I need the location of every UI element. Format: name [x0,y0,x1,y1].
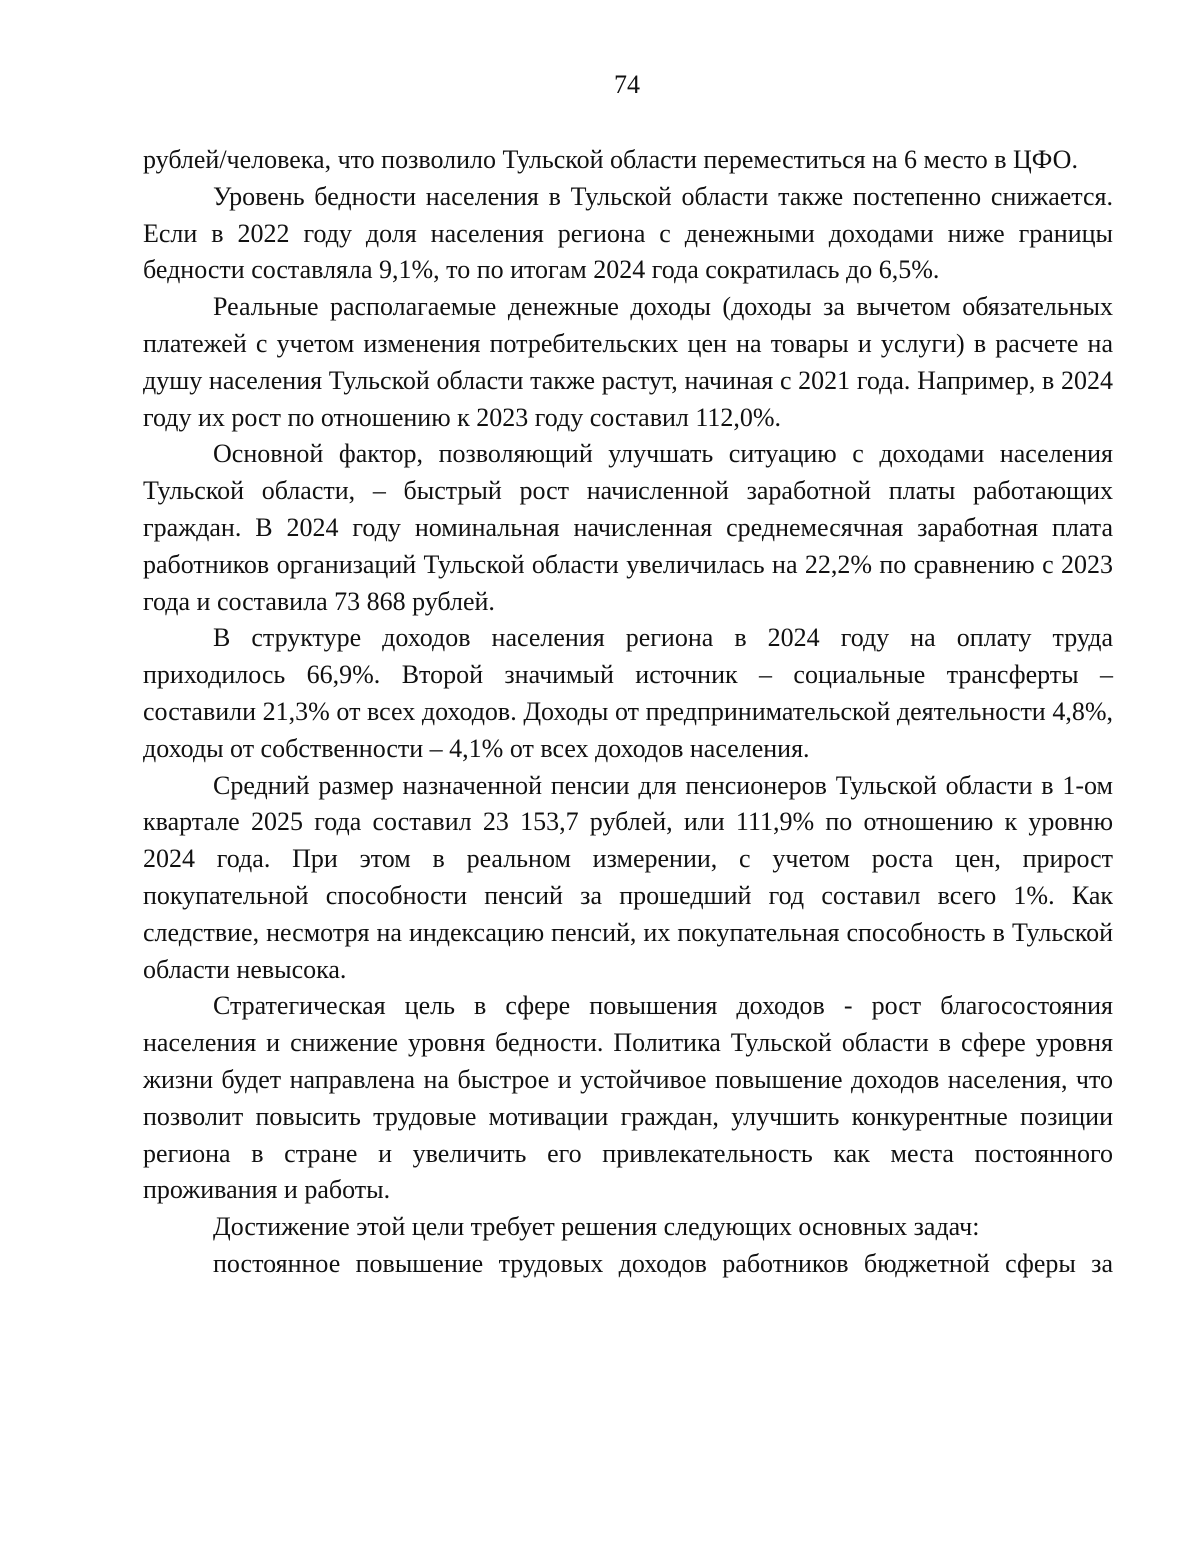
page-number: 74 [614,70,640,99]
paragraph-continuation: рублей/человека, что позволило Тульской области переместиться на 6 место в ЦФО. [143,145,1078,174]
body-text [143,142,1113,1283]
paragraph-task-item: постоянное повышение трудовых доходов работников бюджетной сферы за [213,1248,1113,1278]
paragraph-poverty-level: Уровень бедности населения в Тульской области также постепенно снижается. Если в 2022 году доля населения региона с денежными доходами ниже границы бедности составляла 9,1%, то по итогам 2024 года сократилась до 6,5%. [143,181,1113,285]
paragraph-strategic-goal: Стратегическая цель в сфере повышения доходов - рост благосостояния населения и снижение уровня бедности. Политика Тульской области в сфере уровня жизни будет направлена на быстрое и устойчивое повышение доходов населения, что позволит повысить трудовые мотивации граждан, улучшить конкурентные позиции региона в стране и увеличить его привлекательность как места постоянного проживания и работы. [143,991,1113,1205]
paragraph-wage-growth: Основной фактор, позволяющий улучшать ситуацию с доходами населения Тульской области, – быстрый рост начисленной заработной платы работающих граждан. В 2024 году номинальная начисленная среднемесячная заработная плата работников организаций Тульской области увеличилась на 22,2% по сравнению с 2023 года и составила 73 868 рублей. [143,439,1113,616]
paragraph-pensions: Средний размер назначенной пенсии для пенсионеров Тульской области в 1-ом квартале 2025 года составил 23 153,7 рублей, или 111,9% по отношению к уровню 2024 года. При этом в реальном измерении, с учетом роста цен, прирост покупательной способности пенсий за прошедший год составил всего 1%. Как следствие, несмотря на индексацию пенсий, их покупательная способность в Тульской области невысока. [143,770,1113,984]
paragraph-income-structure: В структуре доходов населения региона в 2024 году на оплату труда приходилось 66,9%. Второй значимый источник – социальные трансферты – составили 21,3% от всех доходов. Доходы от предпринимательской деятельности 4,8%, доходы от собственности – 4,1% от всех доходов населения. [143,623,1113,763]
paragraph-tasks-intro: Достижение этой цели требует решения следующих основных задач: [213,1212,980,1242]
paragraph-real-disposable-income: Реальные располагаемые денежные доходы (доходы за вычетом обязательных платежей с учетом изменения потребительских цен на товары и услуги) в расчете на душу населения Тульской области также растут, начиная с 2021 года. Например, в 2024 году их рост по отношению к 2023 году составил 112,0%. [143,292,1113,432]
